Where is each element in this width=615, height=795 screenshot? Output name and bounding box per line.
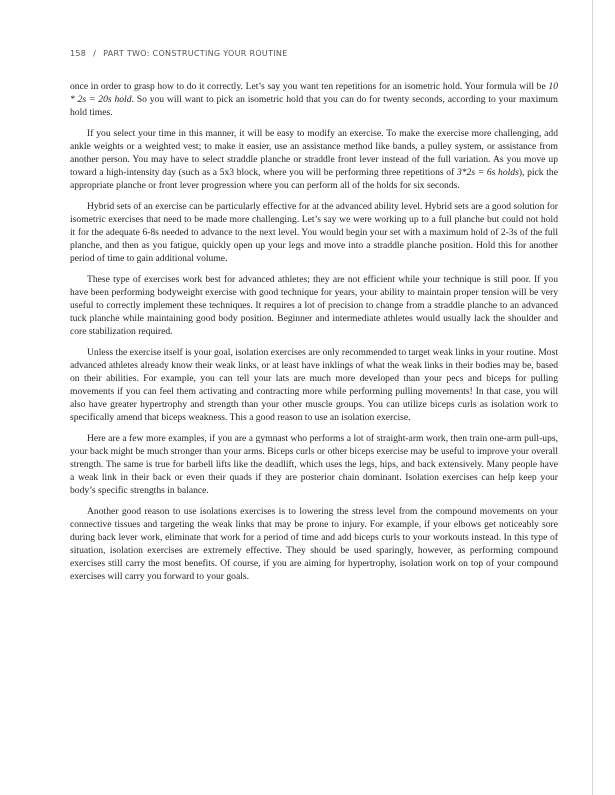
page-number: 158 — [70, 49, 87, 58]
formula-text: 10 * 2s = 20s hold — [70, 81, 558, 105]
section-title: PART TWO: CONSTRUCTING YOUR ROUTINE — [103, 49, 288, 58]
header-separator: / — [93, 49, 97, 58]
formula-text: 3*2s = 6s holds — [456, 167, 519, 178]
paragraph: Another good reason to use isolations exercises is to lowering the stress level from the compound movements on your connective tissues and targeting the weak links that may be prone to injury. For example, if your elbows get noticeably sore during back lever work, eliminate that work for a period of time and add biceps curls to your workouts instead. In this type of situation, isolation exercises are extremely effective. They should be used sparingly, however, as performing compound exercises still carry the most benefits. Of course, if you are aiming for hypertrophy, isolation work on top of your compound exercises will carry you forward to your goals. — [70, 506, 558, 582]
paragraph-continued: once in order to grasp how to do it correctly. Let’s say you want ten repetitions for an isometric hold. Your formula will be 10 * 2s = 20s hold. So you will want to pick an isometric hold that you can do for twenty seconds, according to your maximum hold times. — [70, 81, 558, 118]
paragraph: These type of exercises work best for advanced athletes; they are not efficient while your technique is still poor. If you have been performing bodyweight exercise with good technique for years, your ability to maintain proper tension will be very useful to correctly implement these techniques. It requires a lot of precision to change from a straddle planche to an advanced tuck planche while maintaining good body position. Beginner and intermediate athletes would usually lack the shoulder and core stabilization required. — [70, 274, 558, 337]
paragraph: Here are a few more examples, if you are a gymnast who performs a lot of straight-arm work, then train one-arm pull-ups, your back might be much stronger than your arms. Biceps curls or other biceps exercise may be useful to improve your overall strength. The same is true for barbell lifts like the deadlift, which uses the legs, hips, and back extensively. Many people have a weak link in their back or even their quads if they are posterior chain dominant. Isolation exercises can help keep your body’s specific strengths in balance. — [70, 433, 558, 496]
running-header — [70, 49, 288, 58]
page-edge-line — [592, 0, 593, 795]
body-text — [70, 80, 558, 591]
paragraph: Hybrid sets of an exercise can be particularly effective for at the advanced ability level. Hybrid sets are a good solution for isometric exercises that need to be made more challenging. Let’s say we were working up to a full planche but could not hold it for the adequate 6-8s needed to advance to the next level. You would begin your set with a maximum hold of 2-3s of the full planche, and then as you fatigue, quickly open up your legs and move into a straddle planche position. Hold this for another period of time to gain additional volume. — [70, 201, 558, 264]
paragraph: Unless the exercise itself is your goal, isolation exercises are only recommended to target weak links in your routine. Most advanced athletes already know their weak links, or at least have inklings of what the weak links in their bodies may be, based on their abilities. For example, you can tell your lats are much more developed than your pecs and biceps for pulling movements if you can feel them activating and contracting more while performing pulling movements! In that case, you will also have greater hypertrophy and strength than your other muscle groups. You can utilize biceps curls as isolation work to specifically amend that biceps weakness. This a good reason to use an isolation exercise. — [70, 347, 558, 423]
paragraph: If you select your time in this manner, it will be easy to modify an exercise. To make the exercise more challenging, add ankle weights or a weighted vest; to make it easier, use an assistance method like bands, a pulley system, or assistance from another person. You may have to select straddle planche or straddle front lever instead of the full variation. As you move up toward a high-intensity day (such as a 5x3 block, where you will be performing three repetitions of 3*2s = 6s holds), pick the appropriate planche or front lever progression where you can perform all of the holds for six seconds. — [70, 128, 558, 191]
